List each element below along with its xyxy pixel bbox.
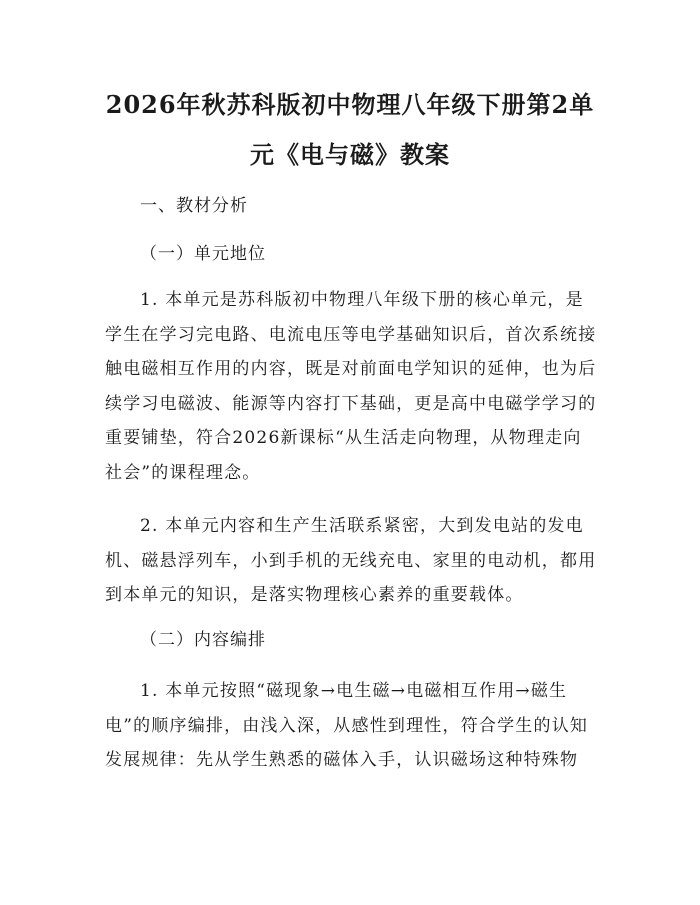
paragraph-line: 2. 本单元内容和生产生活联系紧密，大到发电站的发电 <box>140 516 584 536</box>
paragraph-unit-position-2 <box>105 509 600 613</box>
subsection-heading-unit-position: （一）单元地位 <box>140 244 266 264</box>
paragraph-line: 续学习电磁波、能源等内容打下基础，更是高中电磁学学习的 <box>105 393 597 414</box>
paragraph-line: 学生在学习完电路、电流电压等电学基础知识后，首次系统接 <box>105 324 597 345</box>
paragraph-line: 机、磁悬浮列车，小到手机的无线充电、家里的电动机，都用 <box>105 550 597 571</box>
document-title-line-2: 元《电与磁》教案 <box>250 140 450 169</box>
paragraph-line: 社会”的课程理念。 <box>105 462 261 483</box>
paragraph-line: 到本单元的知识，是落实物理核心素养的重要载体。 <box>105 585 524 605</box>
document-title-line-1: 2026年秋苏科版初中物理八年级下册第2单 <box>105 90 595 119</box>
paragraph-line: 重要铺垫，符合2026新课标“从生活走向物理，从物理走向 <box>105 428 582 448</box>
paragraph-line: 1. 本单元是苏科版初中物理八年级下册的核心单元，是 <box>140 290 584 310</box>
paragraph-line: 发展规律：先从学生熟悉的磁体入手，认识磁场这种特殊物 <box>105 750 579 770</box>
paragraph-line: 1. 本单元按照“磁现象→电生磁→电磁相互作用→磁生 <box>140 681 568 701</box>
subsection-heading-content-arrangement: （二）内容编排 <box>140 630 266 650</box>
paragraph-content-arrangement-1 <box>105 674 600 778</box>
section-heading-textbook-analysis: 一、教材分析 <box>140 196 248 216</box>
paragraph-unit-position-1 <box>105 283 600 490</box>
paragraph-line: 触电磁相互作用的内容，既是对前面电学知识的延伸，也为后 <box>105 359 597 379</box>
paragraph-line: 电”的顺序编排，由浅入深，从感性到理性，符合学生的认知 <box>105 715 589 736</box>
